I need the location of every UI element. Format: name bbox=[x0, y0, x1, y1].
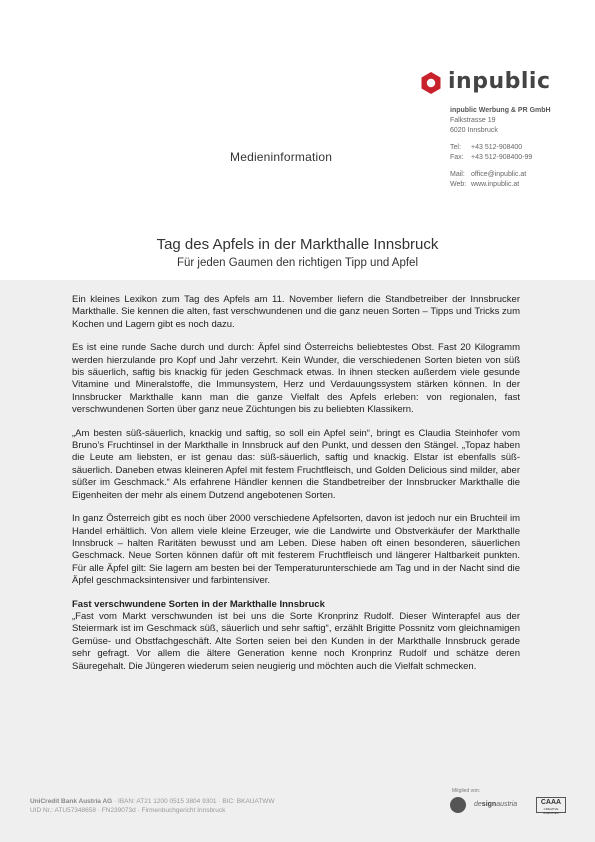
company-name: inpublic Werbung & PR GmbH bbox=[450, 107, 551, 114]
caaa-logo: CAAA CREATIVE AGENCIES bbox=[536, 797, 566, 813]
legal-info: UID Nr.: ATU57348658 · FN239073d · Firmenbuchgericht Innsbruck bbox=[30, 807, 226, 814]
city: 6020 Innsbruck bbox=[450, 127, 498, 134]
article-body bbox=[72, 294, 520, 684]
lead-paragraph: Ein kleines Lexikon zum Tag des Apfels am 11. November liefern die Standbetreiber der Innsbrucker Markthalle. Sie kennen die alten, fast verschwundenen und die ganz neuen Sorten – Tipps und Tricks zum Kochen und Lagern gibt es noch dazu. bbox=[72, 294, 520, 330]
section-heading: Fast verschwundene Sorten in der Markthalle Innsbruck bbox=[72, 598, 325, 610]
paragraph: „Am besten süß-säuerlich, knackig und saftig, so soll ein Apfel sein“, bringt es Claudia Steinhofer vom Bruno’s Fruchtinsel in der Markthalle in Innsbruck auf den Punkt, und dessen den Stängel. „Topaz haben die Leute am liebsten, er ist genau das: süß-säuerlich, saftig und knackig. Elstar ist ebenfalls süß-säuerlich. Daneben etwas kleineren Apfel mit festem Fruchtfleisch, und Golden Delicious sind milder, aber süßer im Geschmack.“ Als erfahrene Händler kennen die Standbetreiber der Innsbrucker Markthalle die Eigenheiten der mehr als einem Dutzend angebotenen Sorten. bbox=[72, 427, 520, 501]
tel-label: Tel: bbox=[450, 144, 461, 151]
brand-logo bbox=[420, 70, 570, 100]
headline: Tag des Apfels in der Markthalle Innsbruck bbox=[156, 236, 439, 253]
contact-block bbox=[450, 106, 590, 190]
brand-name: inpublic bbox=[448, 69, 551, 94]
section-paragraph: „Fast vom Markt verschwunden ist bei uns die Sorte Kronprinz Rudolf. Dieser Winterapfel aus der Steiermark ist im Geschmack süß, säuerlich und sehr saftig“, erzählt Brigitte Possnitz vom gleichnamigen Gemüse- und Obstfachgeschäft. Alte Sorten seien bei den Kunden in der Markthalle Innsbruck gerade sehr gefragt. Vor allem die ältere Generation kenne noch Kronprinz Rudolf und schätze deren Säuregehalt. Die Jüngeren wiederum seien neugierig und möchten auch die Vielfalt schmecken. bbox=[72, 610, 520, 672]
document-type: Medieninformation bbox=[230, 150, 333, 164]
web-label: Web: bbox=[450, 181, 467, 188]
fax-value: +43 512-908400-99 bbox=[471, 154, 533, 161]
mail-row bbox=[450, 170, 590, 180]
hexagon-logo-icon bbox=[420, 72, 442, 94]
tel-row bbox=[450, 143, 590, 153]
bank-name: UniCredit Bank Austria AG bbox=[30, 798, 113, 805]
web-row bbox=[450, 180, 590, 190]
web-value[interactable]: www.inpublic.at bbox=[471, 181, 520, 188]
paragraph: In ganz Österreich gibt es noch über 2000 verschiedene Apfelsorten, davon ist jedoch nur ein Bruchteil im Handel erhältlich. Von allem viele kleine Erzeuger, wie die Landwirte und Obstverkäufer der Markthalle Innsbruck – halten Raritäten bewusst und am Leben. Diese haben oft einen besonderen, säuerlichen Geschmack. Neue Sorten können dafür oft mit festerem Fruchtfleisch und längerer Haltbarkeit punkten. Für alle Äpfel gilt: Sie lagern am besten bei der Temperaturunterschiede am Tag und in der Nacht sind die Äpfel geschmacksintensiver und farbintensiver. bbox=[72, 513, 520, 587]
paragraph: Es ist eine runde Sache durch und durch: Äpfel sind Österreichs beliebtestes Obst. Fast 20 Kilogramm werden hierzulande pro Kopf und Jahr verzehrt. Kein Wunder, die verschiedenen Sorten bieten von süß bis säuerlich, saftig bis knackig für jeden Geschmack etwas. In ihnen stecken außerdem viele gesunde Vitamine und Mineralstoffe, die Immunsystem, Herz und Verdauungssystem stärken können. In der Innsbrucker Markthalle kann man die ganze Vielfalt des Apfels erleben: von regionalen, fast verschwundenen Sorten über ganz neue Züchtungen bis zu beliebten Klassikern. bbox=[72, 342, 520, 416]
fax-row bbox=[450, 153, 590, 163]
subheadline: Für jeden Gaumen den richtigen Tipp und Apfel bbox=[176, 257, 419, 269]
members-label: Mitglied von: bbox=[452, 788, 481, 794]
bank-details: · IBAN: AT21 1200 0515 3804 9301 · BIC: BKAUATWW bbox=[112, 798, 275, 805]
tel-value: +43 512-908400 bbox=[471, 144, 523, 151]
mail-label: Mail: bbox=[450, 171, 465, 178]
street: Falkstrasse 19 bbox=[450, 117, 496, 124]
mail-value[interactable]: office@inpublic.at bbox=[471, 171, 527, 178]
designaustria-logo: designaustria bbox=[474, 801, 518, 808]
footer-legal bbox=[30, 797, 275, 815]
fax-label: Fax: bbox=[450, 154, 464, 161]
member-logo-dark-circle bbox=[450, 797, 466, 813]
